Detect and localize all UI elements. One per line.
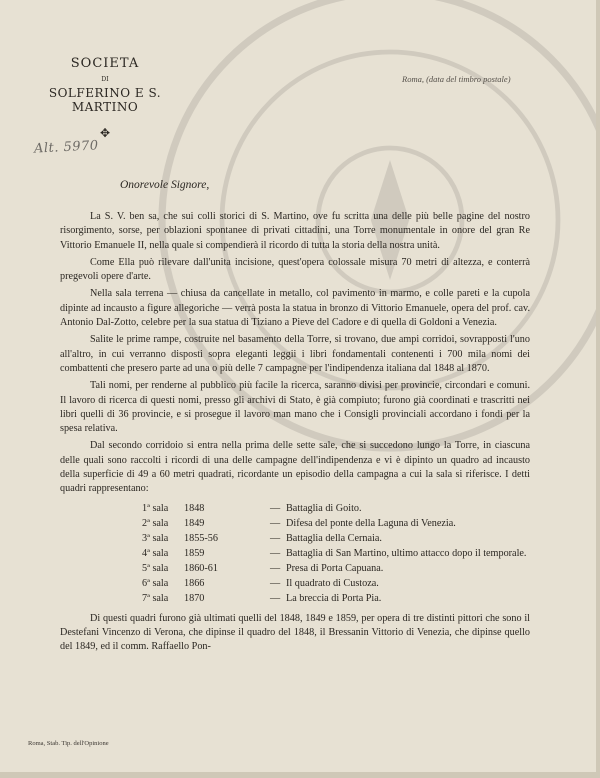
paragraph: Come Ella può rilevare dall'unita incisione, quest'opera colossale misura 70 metri di altezza, e conterrà pregevoli opere d'arte. [60, 256, 530, 283]
list-item [142, 531, 530, 546]
sala-number: 6ª sala [142, 577, 169, 589]
sala-dash: — [270, 532, 281, 544]
sala-dash: — [270, 562, 281, 574]
sala-number: 7ª sala [142, 592, 169, 604]
list-item [142, 501, 530, 516]
letter-body [60, 210, 530, 658]
sala-description: Difesa del ponte della Laguna di Venezia. [286, 517, 456, 529]
sala-number: 3ª sala [142, 532, 169, 544]
paragraph: Dal secondo corridoio si entra nella prima delle sette sale, che si succedono lungo la Torre, in ciascuna delle quali sono raccolti i ricordi di una delle campagne dell'indipendenza e vi è dipinto un quadro ad incausto della superficie di 49 a 60 metri quadrati, ricordante un episodio della campagna a cui la sala si riferisce. I detti quadri rappresentano: [60, 440, 530, 495]
society-name-line2: DI [101, 76, 109, 83]
sala-number: 5ª sala [142, 562, 169, 574]
sala-dash: — [270, 577, 281, 589]
sala-description: Presa di Porta Capuana. [286, 562, 384, 574]
society-header [30, 56, 180, 140]
sala-year: 1859 [184, 547, 205, 559]
sala-year: 1866 [184, 577, 205, 589]
list-item [142, 591, 530, 606]
society-name-line1: SOCIETA [70, 56, 140, 71]
list-item [142, 546, 530, 561]
paragraph: Tali nomi, per renderne al pubblico più facile la ricerca, saranno divisi per provincie, circondari e comuni. Il lavoro di ricerca di questi nomi, presso gli archivi di Stato, è già compiuto; furono già coordinati e trascritti nei libri quelli di 36 provincie, e si prosegue il lavoro man mano che i Consigli provinciali accordano i fondi per la spesa relativa. [60, 380, 530, 435]
sala-year: 1860-61 [184, 562, 218, 574]
sala-number: 2ª sala [142, 517, 169, 529]
handwritten-annotation: Alt. 5970 [33, 138, 99, 157]
list-item [142, 516, 530, 531]
society-name-line3: SOLFERINO E S. MARTINO [48, 86, 162, 114]
printer-imprint: Roma, Stab. Tip. dell'Opinione [28, 740, 109, 747]
paragraph: La S. V. ben sa, che sui colli storici di S. Martino, ove fu scritta una delle più belle pagine del nostro risorgimento, sorse, per oblazioni spontanee di privati cittadini, una Torre monumentale in onore del gran Re Vittorio Emanuele II, nella quale si compendierà il ricordo di tutta la storia della nostra unità. [60, 211, 530, 251]
sala-year: 1870 [184, 592, 205, 604]
list-item [142, 561, 530, 576]
paragraph: Salite le prime rampe, costruite nel basamento della Torre, si trovano, due ampi corridoi, sovrapposti l'uno all'altro, in cui verranno disposti sopra eleganti leggii i libri fondamentali contenenti i 700 mila nomi dei combattenti che presero parte ad una o più delle 7 campagne per l'indipendenza italiana dal 1848 al 1870. [60, 334, 530, 374]
sala-year: 1849 [184, 517, 205, 529]
list-item [142, 576, 530, 591]
sala-dash: — [270, 502, 281, 514]
sala-description: Battaglia di San Martino, ultimo attacco dopo il temporale. [286, 547, 527, 559]
ornament-icon: ✥ [99, 126, 111, 140]
sala-description: Battaglia di Goito. [286, 502, 362, 514]
sala-year: 1848 [184, 502, 205, 514]
paragraph: Nella sala terrena — chiusa da cancellate in metallo, col pavimento in marmo, e colle pareti e la cupola dipinte ad incausto a figure allegoriche — verrà posta la statua in bronzo di Vittorio Emanuele, opera del prof. cav. Antonio Dal-Zotto, celebre per la sua statua di Tiziano a Pieve del Cadore e di quella di Goldoni a Venezia. [60, 288, 530, 329]
place-date: Roma, (data del timbro postale) [402, 74, 511, 84]
sale-list [142, 501, 530, 606]
sala-dash: — [270, 517, 281, 529]
sala-description: Battaglia della Cernaia. [286, 532, 382, 544]
salutation: Onorevole Signore, [120, 179, 210, 191]
sala-dash: — [270, 547, 281, 559]
sala-dash: — [270, 592, 281, 604]
sala-description: La breccia di Porta Pia. [286, 592, 382, 604]
closing-paragraph: Di questi quadri furono già ultimati quelli del 1848, 1849 e 1859, per opera di tre distinti pittori che sono il Destefani Vincenzo di Verona, che dipinse il quadro del 1848, il Bressanin Vittorio di Venezia, che dipinse quello del 1849, ed il comm. Raffaello Pon- [60, 612, 530, 653]
sala-description: Il quadrato di Custoza. [286, 577, 379, 589]
sala-year: 1855-56 [184, 532, 218, 544]
sala-number: 1ª sala [142, 502, 169, 514]
sala-number: 4ª sala [142, 547, 169, 559]
